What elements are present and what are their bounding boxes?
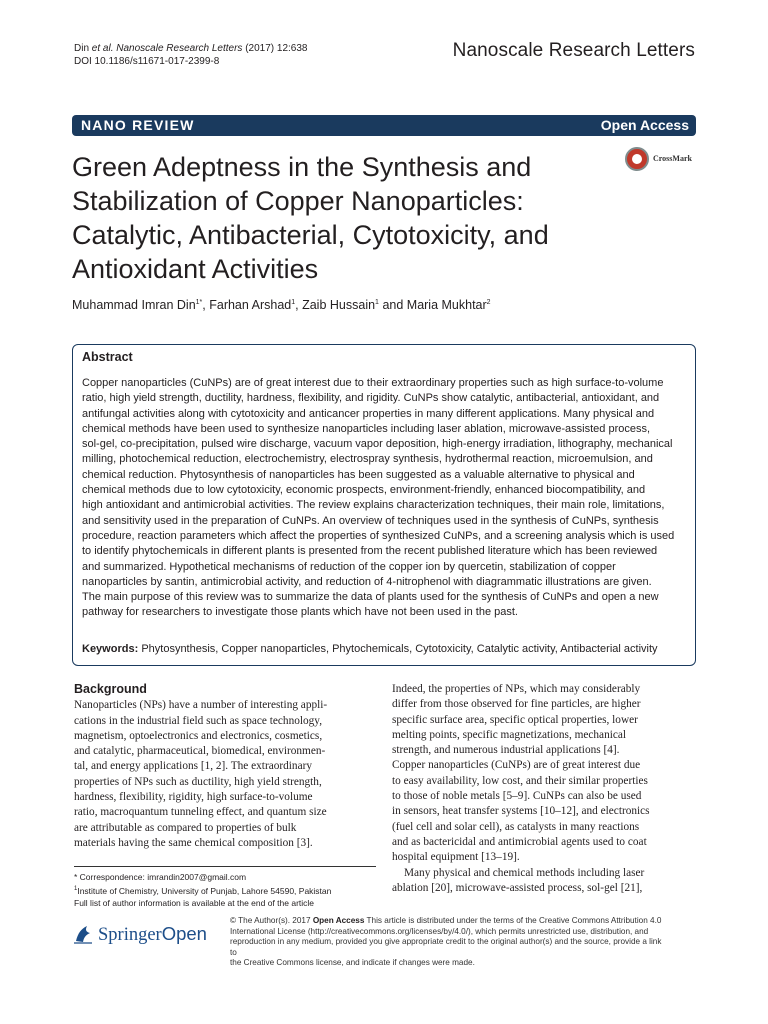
- author-name[interactable]: Muhammad Imran Din: [72, 298, 196, 312]
- license-copyright: © The Author(s). 2017: [230, 916, 311, 925]
- keywords-list: Phytosynthesis, Copper nanoparticles, Phytochemicals, Cytotoxicity, Catalytic activity, Antibacterial activity: [141, 643, 658, 655]
- body-line: Nanoparticles (NPs) have a number of interesting appli-: [74, 699, 328, 712]
- keywords-label: Keywords:: [82, 643, 139, 655]
- body-line: materials having the same chemical composition [3].: [74, 836, 313, 849]
- footnotes: [74, 871, 331, 909]
- license-line: reproduction in any medium, provided you give appropriate credit to the original author(s) and the source, provide a link to: [230, 937, 662, 957]
- body-line: and catalytic, pharmaceutical, biomedical, environmen-: [74, 745, 326, 758]
- title-line: Antioxidant Activities: [72, 254, 319, 284]
- crossmark-label: CrossMark: [653, 154, 692, 163]
- affil-sup: 1: [74, 886, 78, 892]
- body-left-column: [74, 682, 376, 851]
- springer-open: Open: [161, 923, 207, 944]
- citation-year-volume: (2017) 12:638: [245, 43, 308, 54]
- body-right-column: [392, 682, 694, 896]
- body-line: hardness, flexibility, rigidity, high surface-to-volume: [74, 791, 313, 804]
- section-heading-background: Background: [74, 682, 147, 696]
- affiliation: [74, 883, 331, 897]
- full-list-note: Full list of author information is available at the end of the article: [74, 897, 315, 908]
- citation-block: [74, 42, 308, 68]
- author-affil: 1: [291, 298, 296, 306]
- body-line: to those of noble metals [5–9]. CuNPs can also be used: [392, 790, 642, 803]
- springer-wordmark: [98, 923, 207, 946]
- abstract-line: procedure, reaction parameters which affect the properties of synthesized CuNPs, and a screening analysis which is used: [82, 529, 675, 542]
- license-line: [230, 916, 670, 927]
- body-line: differ from those observed for fine particles, are higher: [392, 698, 641, 711]
- abstract-line: chemical methods due to low cytotoxicity, economic prospects, environment-friendly, enhanced biocompatibility, and: [82, 484, 646, 497]
- author-name[interactable]: Maria Mukhtar: [406, 298, 487, 312]
- body-line: and as bactericidal and antimicrobial agents used to coat: [392, 835, 647, 848]
- body-line: cations in the industrial field such as space technology,: [74, 714, 323, 727]
- abstract-line: The main purpose of this review was to summarize the data of plants used for the synthesis of CuNPs and open a new: [82, 591, 659, 604]
- abstract-line: sol-gel, co-precipitation, pulsed wire discharge, vacuum vapor deposition, high-energy irradiation, lithography, mechanical: [82, 438, 673, 451]
- abstract-box: [72, 344, 696, 666]
- license-oa: Open Access: [312, 916, 365, 925]
- body-line: tal, and energy applications [1, 2]. The extraordinary: [74, 760, 312, 773]
- body-line: specific surface area, specific optical properties, lower: [392, 713, 638, 726]
- citation-line: [74, 42, 308, 55]
- body-line: ablation [20], microwave-assisted process, sol-gel [21],: [392, 881, 643, 894]
- author-affil: 1: [375, 298, 379, 306]
- affiliation-text: Institute of Chemistry, University of Punjab, Lahore 54590, Pakistan: [77, 885, 332, 896]
- springer-open-logo: [72, 919, 222, 949]
- springer-brand: Springer: [98, 925, 162, 945]
- abstract-line: pathway for researchers to investigate those plants which have not been used in the past.: [82, 606, 518, 619]
- crossmark-icon: [625, 147, 649, 171]
- title-line: Stabilization of Copper Nanoparticles:: [72, 186, 524, 216]
- license-line-text: This article is distributed under the terms of the Creative Commons Attribution 4.0: [366, 916, 662, 925]
- license-line[interactable]: International License (http://creativecommons.org/licenses/by/4.0/), which permits unrestricted use, distribution, and: [230, 926, 649, 936]
- body-line: Many physical and chemical methods including laser: [404, 866, 645, 879]
- author-name[interactable]: Farhan Arshad: [209, 298, 292, 312]
- article-type-label: NANO REVIEW: [81, 117, 195, 133]
- body-line: Indeed, the properties of NPs, which may considerably: [392, 683, 641, 695]
- correspondence[interactable]: * Correspondence: imrandin2007@gmail.com: [74, 872, 247, 882]
- abstract-line: chemical methods have been used to synthesize nanoparticles including laser ablation, microwave-assisted process,: [82, 422, 651, 435]
- body-line: are attributable as compared to properties of bulk: [74, 821, 297, 834]
- citation-journal: et al. Nanoscale Research Letters: [91, 43, 243, 54]
- license-line: the Creative Commons license, and indicate if changes were made.: [230, 958, 475, 967]
- author-affil: 1*: [195, 298, 203, 306]
- abstract-heading: Abstract: [82, 350, 133, 364]
- body-line: melting points, specific magnetizations, mechanical: [392, 728, 627, 741]
- author-name[interactable]: Zaib Hussain: [302, 298, 376, 312]
- abstract-line: and summarized. Hypothetical mechanisms of reduction of the copper ion by quercetin, stabilization of copper: [82, 560, 616, 573]
- abstract-line: to identify phytochemicals in different plants is presented from the recent published literature which has been reviewed: [82, 545, 658, 558]
- open-access-label: Open Access: [600, 117, 689, 133]
- journal-name: Nanoscale Research Letters: [452, 40, 695, 61]
- body-line: properties of NPs such as ductility, high yield strength,: [74, 775, 322, 788]
- keywords: [82, 643, 692, 655]
- abstract-line: chemical reduction. Phytosynthesis of nanoparticles has been suggested as a valuable alternative to physical and: [82, 468, 635, 481]
- license-text: [230, 916, 670, 969]
- body-line: strength, and numerous industrial applications [4].: [392, 744, 620, 757]
- author-list: Muhammad Imran Din$^{1*}$, Farhan Arshad$^1$, Zaib Hussain$^1$ and Maria Mukhtar$^2$: [72, 298, 491, 312]
- abstract-line: ratio, high yield strength, ductility, hardness, flexibility, and rigidity. CuNPs show catalytic, antibacterial, antioxidant, and: [82, 392, 660, 405]
- abstract-line: nanoparticles by santin, antimicrobial activity, and reduction of 4-nitrophenol with diagrammatic illustrations are given.: [82, 575, 652, 588]
- abstract-text: [82, 376, 690, 621]
- author-affil: 2: [486, 298, 491, 306]
- crossmark-badge[interactable]: [625, 147, 695, 173]
- footnote-rule: [74, 866, 376, 867]
- body-line: (fuel cell and solar cell), as catalysts in many reactions: [392, 820, 640, 833]
- body-line: magnetism, optoelectronics and electronics, cosmetics,: [74, 729, 323, 742]
- body-line: to easy availability, low cost, and their similar properties: [392, 774, 648, 787]
- doi[interactable]: DOI 10.1186/s11671-017-2399-8: [74, 56, 220, 67]
- abstract-line: and sensitivity used in the preparation of CuNPs. An overview of techniques used in the synthesis of CuNPs, synthesis: [82, 514, 659, 527]
- title-line: Catalytic, Antibacterial, Cytotoxicity, and: [72, 220, 549, 250]
- abstract-line: milling, photochemical reduction, electrochemistry, electrospray synthesis, hydrothermal reaction, microemulsion, and: [82, 453, 653, 466]
- abstract-line: Copper nanoparticles (CuNPs) are of great interest due to their extraordinary properties such as high surface-to-volume: [82, 377, 664, 389]
- title-line: Green Adeptness in the Synthesis and: [72, 152, 532, 182]
- body-line: Copper nanoparticles (CuNPs) are of great interest due: [392, 759, 641, 772]
- citation-author: Din: [74, 43, 90, 54]
- article-type-bar: [72, 115, 696, 136]
- body-line: hospital equipment [13–19].: [392, 851, 520, 864]
- body-line: ratio, macroquantum tunneling effect, and quantum size: [74, 806, 327, 819]
- body-line: in sensors, heat transfer systems [10–12], and electronics: [392, 805, 650, 818]
- article-title: [72, 150, 602, 286]
- springer-horse-icon: [72, 923, 94, 945]
- author-and: and: [382, 298, 404, 312]
- abstract-line: antifungal activities along with cytotoxicity and anticancer properties in many different applications. Many physical and: [82, 407, 655, 420]
- abstract-line: high antioxidant and antimicrobial activities. The review explains characterization techniques, their main role, limitations,: [82, 499, 665, 512]
